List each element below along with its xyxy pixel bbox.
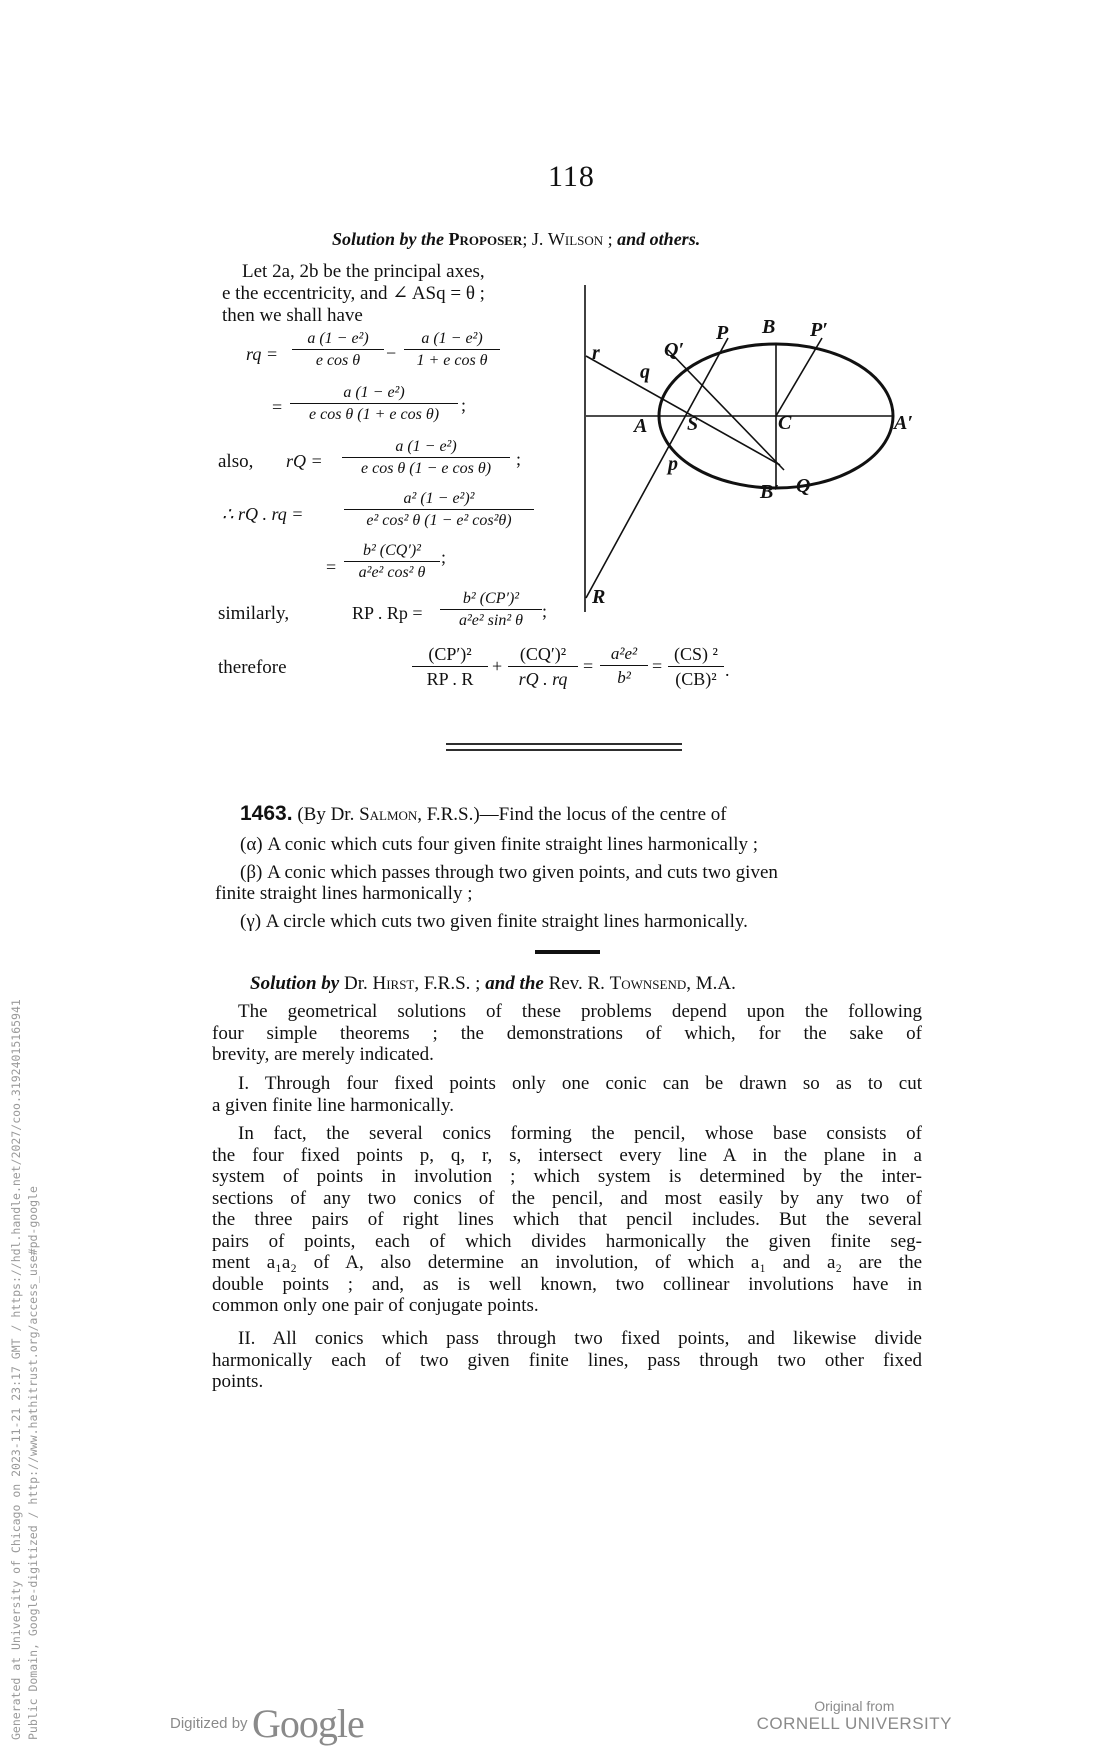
paragraph-1-line: four simple theorems ; the demonstrations of which, for the sake of	[212, 1022, 922, 1044]
problem-item-alpha: (α) A conic which cuts four given finite straight lines harmonically ;	[240, 834, 759, 855]
eq-final-eq2: =	[652, 656, 663, 676]
google-logo: Google	[252, 1701, 364, 1746]
figure-line-PR	[586, 338, 728, 598]
eq-final-end: .	[725, 660, 730, 680]
page-number: 118	[548, 160, 595, 193]
eq-rp-den: a²e² sin² θ	[458, 612, 524, 629]
eq-rq-minus: −	[386, 343, 397, 363]
problem-number: 1463.	[240, 802, 293, 825]
figure-label-A: A	[634, 415, 648, 437]
solution2-andthe: and the	[485, 973, 544, 994]
figure-label-C: C	[778, 412, 792, 434]
eq-rp-lhs: RP . Rp =	[352, 603, 423, 623]
paragraph-3-line: ment a₁a₂ of A, also determine an involution, of which a₁ and a₂ are the	[212, 1252, 922, 1273]
footer-cornell-label: CORNELL UNIVERSITY	[756, 1714, 952, 1733]
eq-final-eq1: =	[583, 656, 594, 676]
figure-label-R: R	[592, 586, 606, 608]
solution-heading-suffix: and others.	[617, 229, 701, 249]
eq-final-term4-den: (CB)²	[675, 669, 717, 689]
paragraph-4-line: harmonically each of two given finite lines, pass through two other fixed	[212, 1349, 922, 1371]
solution2-rev: Rev. R.	[548, 973, 605, 994]
eq-rp-semicolon: ;	[542, 601, 548, 621]
eq-final-term4-num: (CS) ²	[668, 644, 724, 667]
problem-item-beta-cont: finite straight lines harmonically ;	[215, 883, 473, 904]
solution2-suffix: , M.A.	[686, 973, 736, 994]
figure-label-A-prime: A′	[894, 412, 913, 434]
figure-label-B-prime: B′	[760, 481, 779, 503]
footer-original-label: Original from	[814, 1698, 895, 1714]
figure-label-B: B	[762, 316, 776, 338]
eq-rq2-den: e cos θ (1 + e cos θ)	[308, 406, 440, 423]
eq-rq-term1-den: e cos θ	[315, 352, 361, 369]
eq-prod-num: a² (1 − e²)²	[344, 490, 534, 510]
problem-salmon: Salmon	[359, 804, 418, 825]
similarly-label: similarly,	[218, 603, 290, 624]
eq-rq2-num: a (1 − e²)	[290, 384, 458, 404]
paragraph-4-line: II. All conics which pass through two fixed points, and likewise divide	[238, 1328, 922, 1349]
eq-cq-eq: =	[326, 557, 337, 577]
figure-label-r: r	[592, 342, 600, 364]
solution-heading-sep1: ; J.	[522, 229, 544, 249]
problem-item-beta: (β) A conic which passes through two given points, and cuts two given	[240, 862, 778, 883]
figure-label-S: S	[687, 413, 699, 435]
paragraph-3-line: double points ; and, as is well known, two collinear involutions have in	[212, 1273, 922, 1295]
eq-final-term1-num: (CP′)²	[412, 644, 488, 667]
intro-line-3: then we shall have	[222, 305, 363, 326]
solution-heading-sep2: ;	[607, 229, 613, 249]
figure-label-P: P	[716, 322, 729, 344]
eq-cq-num: b² (CQ′)²	[344, 542, 440, 562]
eq-final-plus: +	[492, 656, 503, 676]
eq-rq-lhs: rq =	[246, 344, 278, 364]
eq-rp-num: b² (CP′)²	[440, 590, 542, 610]
paragraph-2	[212, 1073, 922, 1116]
paragraph-3-line: the four fixed points p, q, r, s, intersect every line A in the plane in a	[212, 1144, 922, 1166]
eq-cq-den: a²e² cos² θ	[358, 564, 426, 581]
solution2-dr: Dr.	[343, 973, 368, 994]
figure-line-Pprime	[776, 338, 822, 416]
problem-header	[240, 803, 727, 826]
eq-rq2-semicolon: ;	[461, 395, 467, 415]
intro-line-2: e the eccentricity, and ∠ ASq = θ ;	[222, 283, 485, 304]
solution2-heading	[250, 973, 736, 995]
eq-final-term3-den: b²	[617, 668, 631, 687]
figure-label-Q-prime: Q′	[664, 339, 685, 361]
eq-final-term2-num: (CQ′)²	[508, 644, 578, 667]
paragraph-3-line: pairs of points, each of which divides harmonically the given finite seg-	[212, 1230, 922, 1252]
eq-rq2-eq: =	[272, 397, 283, 417]
figure-line-Q	[668, 350, 784, 470]
eq-rQ-semicolon: ;	[516, 449, 522, 469]
side-note-line-1: Generated at University of Chicago on 2023-11-21 23:17 GMT / https://hdl.handle.net/2027/coo.31924015165941	[9, 999, 23, 1740]
hathitrust-side-note	[8, 999, 42, 1740]
paragraph-3-line: common only one pair of conjugate points.	[212, 1295, 539, 1316]
eq-final-term2-den: rQ . rq	[518, 669, 568, 689]
paragraph-3-line: sections of any two conics of the pencil, and most easily by any two of	[212, 1187, 922, 1209]
paragraph-3-line: system of points in involution ; which system is determined by the inter-	[212, 1166, 922, 1187]
paragraph-4-line: points.	[212, 1371, 264, 1392]
eq-therefore-lhs: ∴ rQ . rq =	[222, 504, 304, 524]
figure-label-Q: Q	[796, 475, 811, 497]
footer-digitized-label: Digitized by	[170, 1715, 248, 1732]
problem-intro-b: , F.R.S.)—Find the locus of the centre of	[417, 804, 727, 825]
paragraph-2-line: a given finite line harmonically.	[212, 1094, 454, 1116]
intro-line-1: Let 2a, 2b be the principal axes,	[242, 261, 485, 282]
eq-rQ-den: e cos θ (1 − e cos θ)	[360, 460, 492, 477]
paragraph-3	[212, 1123, 922, 1317]
paragraph-2-line: I. Through four fixed points only one conic can be drawn so as to cut	[238, 1073, 922, 1094]
figure-label-q: q	[640, 361, 650, 383]
figure-label-P-prime: P′	[810, 319, 828, 341]
solution2-prefix: Solution by	[250, 973, 340, 994]
solution2-mid: , F.R.S. ;	[414, 973, 481, 994]
problem-intro-a: (By Dr.	[297, 804, 355, 825]
paragraph-4	[212, 1328, 922, 1393]
solution-heading-proposer: Proposer	[448, 229, 523, 249]
paragraph-3-line: the three pairs of right lines which that pencil includes. But the several	[212, 1209, 922, 1230]
paragraph-1-line: brevity, are merely indicated.	[212, 1044, 434, 1065]
problem-item-gamma: (γ) A circle which cuts two given finite straight lines harmonically.	[240, 911, 748, 932]
eq-rq-term1-num: a (1 − e²)	[292, 330, 384, 350]
eq-cq-semicolon: ;	[441, 547, 447, 567]
eq-rq-term2-num: a (1 − e²)	[404, 330, 500, 350]
eq-final-term1-den: RP . R	[426, 669, 474, 689]
solution-heading-wilson: Wilson	[547, 229, 604, 249]
side-note-line-2: Public Domain, Google-digitized / http://www.hathitrust.org/access_use#pd-google	[26, 1186, 40, 1740]
eq-rQ-lhs: rQ =	[286, 451, 323, 471]
eq-rQ-num: a (1 − e²)	[342, 438, 510, 458]
solution2-hirst: Hirst	[372, 973, 415, 994]
paragraph-1	[212, 1001, 922, 1066]
paragraph-1-line: The geometrical solutions of these problems depend upon the following	[238, 1001, 922, 1022]
footer-digitized-by	[170, 1700, 364, 1747]
figure-label-p: p	[668, 453, 678, 475]
footer-original-from	[757, 1698, 952, 1734]
eq-prod-den: e² cos² θ (1 − e² cos²θ)	[366, 512, 512, 529]
solution-heading-prefix: Solution by the	[332, 229, 445, 249]
eq-final-term3-num: a²e²	[600, 644, 648, 666]
solution2-townsend: Townsend	[609, 973, 687, 994]
also-label: also,	[218, 451, 254, 472]
eq-rq-term2-den: 1 + e cos θ	[416, 352, 488, 369]
paragraph-3-line: In fact, the several conics forming the pencil, whose base consists of	[238, 1123, 922, 1144]
therefore-label: therefore	[218, 657, 287, 678]
